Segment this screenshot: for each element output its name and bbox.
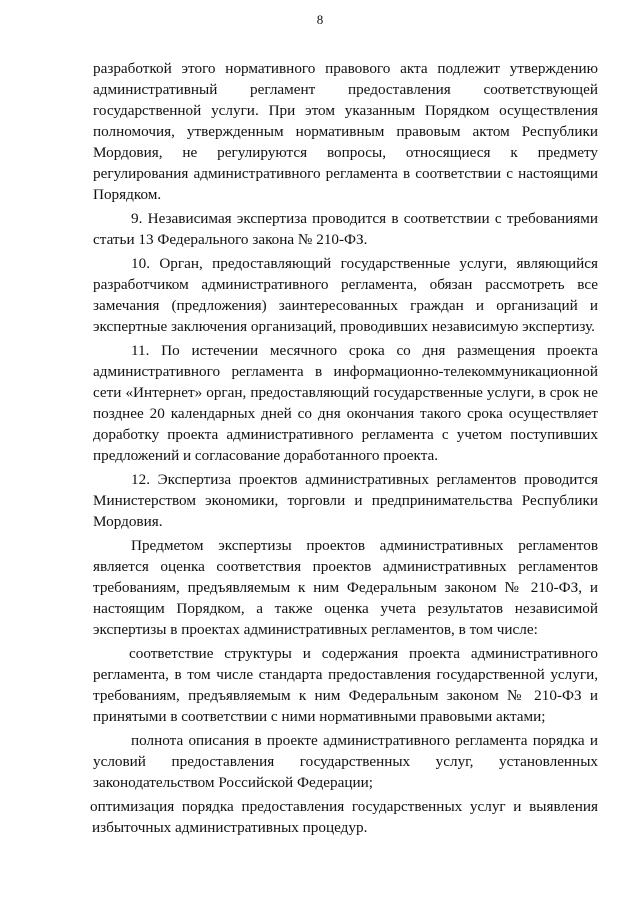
paragraph-11: 11. По истечении месячного срока со дня размещения проекта административного регламента в информационно-телекоммуникационной сети «Интернет» орган, предоставляющий государственные услуги, в срок не позднее 20 календарных дней со дня окончания такого срока осуществляет доработку проекта административного регламента с учетом поступивших предложений и согласование доработанного проекта. xyxy=(93,342,598,464)
document-body xyxy=(90,58,598,841)
paragraph-structure-compliance: соответствие структуры и содержания проекта административного регламента, в том числе стандарта предоставления государственной услуги, требованиям, предъявляемым к ним Федеральным законом № 210-ФЗ и принятыми в соответствии с ними нормативными правовыми актами; xyxy=(93,645,598,725)
paragraph-continuation: разработкой этого нормативного правового акта подлежит утверждению административный регламент предоставления соответствующей государственной услуги. При этом указанным Порядком осуществления полномочия, утвержденным нормативным правовым актом Республики Мордовия, не регулируются вопросы, относящиеся к предмету регулирования административного регламента в соответствии с настоящими Порядком. xyxy=(93,60,598,203)
paragraph-9: 9. Независимая экспертиза проводится в соответствии с требованиями статьи 13 Федерального закона № 210-ФЗ. xyxy=(93,210,598,248)
paragraph-12: 12. Экспертиза проектов административных регламентов проводится Министерством экономики, торговли и предпринимательства Республики Мордовия. xyxy=(93,471,598,530)
page-number: 8 xyxy=(316,12,324,27)
paragraph-10: 10. Орган, предоставляющий государственные услуги, являющийся разработчиком административного регламента, обязан рассмотреть все замечания (предложения) заинтересованных граждан и организаций и экспертные заключения организаций, проводивших независимую экспертизу. xyxy=(93,255,598,335)
paragraph-completeness: полнота описания в проекте административного регламента порядка и условий предоставления государственных услуг, установленных законодательством Российской Федерации; xyxy=(93,732,598,791)
paragraph-optimization: оптимизация порядка предоставления государственных услуг и выявления избыточных административных процедур. xyxy=(90,798,598,836)
paragraph-expertise-subject: Предметом экспертизы проектов административных регламентов является оценка соответствия проектов административных регламентов требованиям, предъявляемым к ним Федеральным законом № 210-ФЗ, и настоящим Порядком, а также оценка учета результатов независимой экспертизы в проектах административных регламентов, в том числе: xyxy=(93,537,598,638)
